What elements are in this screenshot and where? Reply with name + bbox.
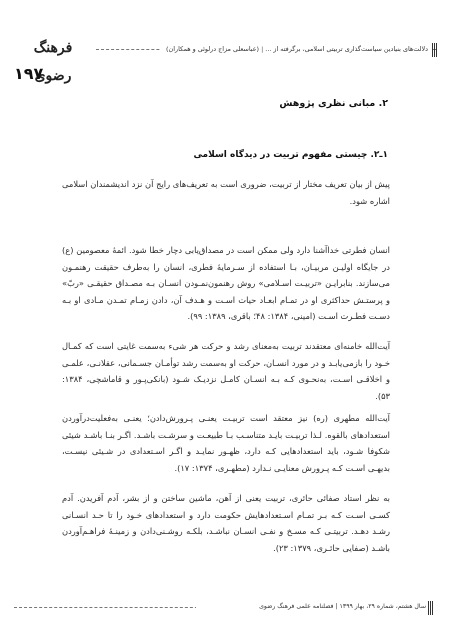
running-header: دلالت‌های بنیادین سیاست‌گذاری تربیتی اسلامی، برگرفته از ... | (عباسعلی ‌مزاج‌ درلوئی و همکاران) [160, 40, 432, 58]
authors: (عباسعلی ‌مزاج‌ درلوئی و همکاران) [166, 45, 260, 53]
sub-heading: ۱ـ۲. چیستی مفهوم تربیت در دیدگاه اسلامی [193, 150, 388, 160]
paragraph: آیت‌الله مطهری (ره) نیز معتقد است تربیـت یعنـی پـرورش‌دادن؛ یعنـی به‌فعلیت‌درآوردن استعدادهای بالقوه. لـذا تربیـت بایـد متناسـب بـا طبیعـت و سرشـت باشـد. اگـر بنـا باشـد شیئی شکوفا شـود، باید استعدادهایی کـه دارد، ظهـور نمایـد و اگـر اسـتعدادی در شـیئی نیسـت، بدیهـی اسـت کـه پـرورش معنایـی نـدارد (مطهـری، ۱۳۷۴: ۱۷). [62, 413, 390, 473]
paragraph: آیت‌الله خامنه‌ای معتقدند تربیت به‌معنای رشد و حرکت هر شیء به‌سمت غایتی است که کمـال خـود را بازمی‌یابـد و در مورد انسـان، حرکت او به‌سمت رشد توأمـان جسـمانی، عقلانـی، علمـی و اخلاقـی اسـت، به‌نحـوی کـه بـه انسـان کامـل نزدیـک شـود (بانکی‌پـور و قاماشچی، ۱۳۸۴: ۵۳). [62, 341, 390, 401]
paragraph: انسان فطرتی خداآشنا دارد ولی ممکن است در مصداق‌یابی دچار خطا شود. ائمهٔ معصومین (ع) در جایگاه اولیـن مربیـان، بـا استفاده از سـرمایهٔ فطری، انسان را به‌طرف حقیقت رهنمـون می‌سازند. بنابرایـن «تربیـت اسـلامی» روش رهنمون‌نمـودن انسـان بـه مصـداق حقیقـی «ربّ» و پرستـش حداکثری او در تمـام ابعـاد حیات اسـت و هـدف آن، دادن زمـام تمـدن مـادی او بـه دسـت فطـرت اسـت (امینی، ۱۳۸۴: ۴۸؛ باقری، ۱۳۸۹: ۹۹). [62, 245, 390, 322]
paragraph: پیش از بیان تعریف مختار از تربیت، ضروری است به تعریف‌های رایج آن نزد اندیشمندان اسلامی اشاره شود. [62, 179, 390, 206]
journal-name: فصلنامه علمی فرهنگ رضوی [259, 603, 334, 610]
header-marker [432, 42, 438, 56]
issue-info: سال هشتم، شماره ۲۹، بهار ۱۳۹۹ [339, 603, 426, 610]
section-heading: ۲. مبانی نظری پژوهش [279, 98, 388, 109]
journal-logo: فرهنگ رضوی [33, 40, 73, 84]
running-footer: سال هشتم، شماره ۲۹، بهار ۱۳۹۹ | فصلنامه علمی فرهنگ رضوی [196, 599, 426, 615]
footer-marker [428, 600, 434, 614]
page-number: ۱۹۷ [14, 64, 44, 83]
running-title: دلالت‌های بنیادین سیاست‌گذاری تربیتی اسلامی، برگرفته از ... [265, 45, 428, 53]
paragraph: به نظر استاد صفائی حائری، تربیت یعنی از آهن، ماشین ساختن و از بشر، آدم آفریدن. آدم کسـی اسـت کـه بـر تمـام اسـتعدادهایش حکومت دارد و استعدادهای خـود را تا حـد انسـانی رشـد دهـد. تربیتـی کـه مسـخ و نفـی انسـان نباشـد، بلکـه روشـنی‌دادن و زمینـهٔ فراهـم‌آوردن باشـد (صفایی حائـری، ۱۳۷۹: ۲۳). [62, 493, 390, 553]
